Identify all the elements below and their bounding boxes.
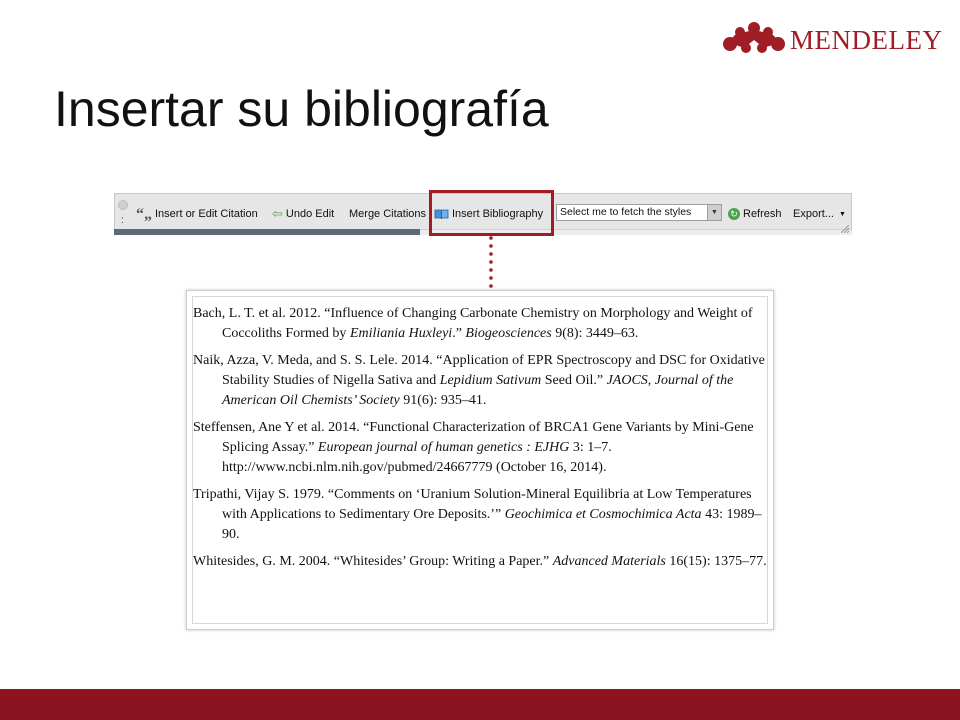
bibliography-entry: Whitesides, G. M. 2004. “Whitesides’ Group: Writing a Paper.” Advanced Materials 16(15): 1375–77. — [193, 554, 767, 569]
resize-grip-icon[interactable] — [841, 225, 849, 233]
bibliography-entry: Steffensen, Ane Y et al. 2014. “Functional Characterization of BRCA1 Gene Variants by Mini-Gene Splicing Assay.” European journal of human genetics : EJHG 3: 1–7. http://www.ncbi.nlm.nih.gov/pubmed/24667779 (October 16, 2014). — [193, 420, 754, 475]
merge-citations-button[interactable] — [349, 206, 426, 222]
bibliography-entry: Bach, L. T. et al. 2012. “Influence of Changing Carbonate Chemistry on Morphology and Weight of Coccoliths Formed by Emiliania Huxleyi.” Biogeosciences 9(8): 3449–63. — [193, 306, 753, 341]
quote-icon: “„ — [136, 206, 152, 223]
bibliography-entry: Naik, Azza, V. Meda, and S. S. Lele. 2014. “Application of EPR Spectroscopy and DSC for Oxidative Stability Studies of Nigella Sativa and Lepidium Sativum Seed Oil.” JAOCS, Journal of the American Oil Chemists’ Society 91(6): 935–41. — [193, 353, 765, 408]
brand-name: MENDELEY — [790, 25, 943, 55]
dropdown-arrow-icon: ▼ — [838, 210, 846, 218]
footer-bar — [0, 689, 960, 720]
bibliography-list — [193, 304, 773, 579]
toolbar-grip-label: : — [121, 215, 124, 226]
mendeley-logo-icon — [722, 20, 786, 60]
export-label: Export... — [793, 208, 834, 220]
insert-edit-citation-label: Insert or Edit Citation — [155, 208, 258, 220]
insert-bibliography-highlight — [429, 190, 554, 236]
refresh-icon: ↻ — [728, 208, 740, 220]
bibliography-entry: Tripathi, Vijay S. 1979. “Comments on ‘Uranium Solution-Mineral Equilibria at Low Temperatures with Applications to Sedimentary Ore Deposits.’” Geochimica et Cosmochimica Acta 43: 1989–90. — [193, 487, 762, 542]
insert-edit-citation-button[interactable] — [136, 206, 258, 222]
style-select-value: Select me to fetch the styles — [560, 206, 692, 218]
refresh-label: Refresh — [743, 208, 782, 220]
export-button[interactable] — [793, 206, 846, 222]
chevron-down-icon[interactable]: ▼ — [707, 205, 721, 220]
slide-title: Insertar su bibliografía — [54, 81, 549, 137]
mendeley-logo — [722, 18, 944, 62]
citation-style-select[interactable] — [556, 204, 722, 221]
undo-edit-button[interactable] — [272, 206, 334, 222]
refresh-button[interactable] — [728, 206, 782, 222]
toolbar-grip-icon[interactable] — [118, 200, 128, 210]
insert-bibliography-label: Insert Bibliography — [452, 208, 544, 220]
undo-edit-label: Undo Edit — [285, 208, 335, 220]
toolbar-bottom-strip — [114, 229, 420, 235]
undo-arrow-icon: ⇦ — [272, 206, 283, 221]
merge-citations-label: Merge Citations — [349, 208, 427, 220]
